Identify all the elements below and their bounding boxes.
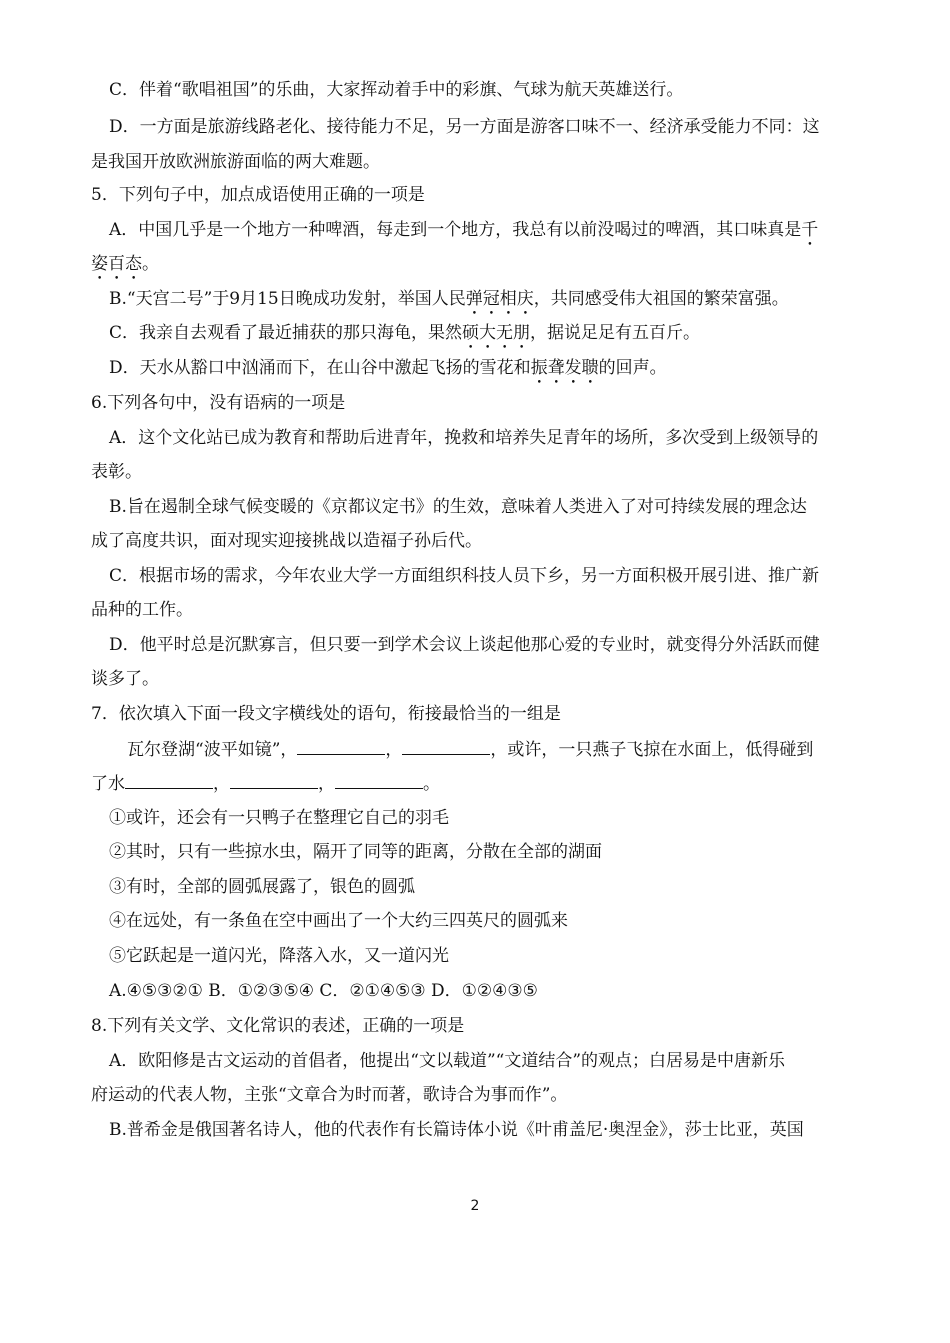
q6-option-d-line1: D．他平时总是沉默寡言，但只要一到学术会议上谈起他那心爱的专业时，就变得分外活跃而健 xyxy=(109,635,820,655)
q7-end: 。 xyxy=(423,774,440,794)
q7-sentence-4: ④在远处，有一条鱼在空中画出了一个大约三四英尺的圆弧来 xyxy=(109,911,568,931)
q6-option-c-line2: 品种的工作。 xyxy=(91,600,193,620)
q7-sentence-1: ①或许，还会有一只鸭子在整理它自己的羽毛 xyxy=(109,808,449,828)
q7-sentence-3: ③有时，全部的圆弧展露了，银色的圆弧 xyxy=(109,877,415,897)
q5-c-end: ，据说足足有五百斤。 xyxy=(530,323,701,343)
q4-option-c: C．伴着“歌唱祖国”的乐曲，大家挥动着手中的彩旗、气球为航天英雄送行。 xyxy=(109,80,684,100)
fill-in-blank[interactable] xyxy=(335,772,423,789)
q7-stem: 7．依次填入下面一段文字横线处的语句，衔接最恰当的一组是 xyxy=(91,704,561,724)
q5-option-a-line1 xyxy=(109,219,818,250)
q6-stem: 6.下列各句中，没有语病的一项是 xyxy=(91,393,346,413)
q7-passage-line2 xyxy=(91,772,440,795)
q7-passage-text: 了水 xyxy=(91,774,125,794)
q5-b-text: B.“天宫二号”于9月15日晚成功发射，举国人民 xyxy=(109,289,466,309)
q6-option-b-line1: B.旨在遏制全球气候变暖的《京都议定书》的生效，意味着人类进入了对可持续发展的理念达 xyxy=(109,497,807,517)
fill-in-blank[interactable] xyxy=(125,772,213,789)
fill-in-blank[interactable] xyxy=(402,738,490,755)
q5-d-dotted-idiom: 振聋发聩 xyxy=(530,358,599,378)
q6-option-a-line1: A．这个文化站已成为教育和帮助后进青年，挽救和培养失足青年的场所，多次受到上级领导的 xyxy=(109,428,819,448)
q8-option-a-line2: 府运动的代表人物，主张“文章合为时而著，歌诗合为事而作”。 xyxy=(91,1085,568,1105)
q5-b-end: ，共同感受伟大祖国的繁荣富强。 xyxy=(533,289,789,309)
q7-sentence-2: ②其时，只有一些掠水虫，隔开了同等的距离，分散在全部的湖面 xyxy=(109,842,602,862)
q7-sep: ， xyxy=(385,740,403,760)
q5-a-end: 。 xyxy=(142,254,159,274)
q7-passage-text: 瓦尔登湖“波平如镜”， xyxy=(127,740,298,760)
q8-option-b-line1: B.普希金是俄国著名诗人，他的代表作有长篇诗体小说《叶甫盖尼·奥涅金》，莎士比亚，英国 xyxy=(109,1120,804,1140)
q5-a-text: A．中国几乎是一个地方一种啤酒，每走到一个地方，我总有以前没喝过的啤酒，其口味真是 xyxy=(109,220,802,240)
q5-d-text: D．天水从豁口中汹涌而下，在山谷中激起飞扬的雪花和 xyxy=(109,358,531,378)
q5-c-dotted-idiom: 硕大无朋 xyxy=(462,323,531,343)
q6-option-d-line2: 谈多了。 xyxy=(91,669,159,689)
fill-in-blank[interactable] xyxy=(297,738,385,755)
q4-option-d-line2: 是我国开放欧洲旅游面临的两大难题。 xyxy=(91,152,380,172)
q7-choices: A.④⑤③②① B．①②③⑤④ C．②①④⑤③ D．①②④③⑤ xyxy=(109,981,538,1001)
q7-sep: ， xyxy=(213,774,230,794)
q6-option-a-line2: 表彰。 xyxy=(91,462,142,482)
q7-sentence-5: ⑤它跃起是一道闪光，降落入水，又一道闪光 xyxy=(109,946,449,966)
q5-option-d xyxy=(109,357,667,388)
q4-option-d-line1: D．一方面是旅游线路老化、接待能力不足，另一方面是游客口味不一、经济承受能力不同：这 xyxy=(109,117,820,137)
q6-option-c-line1: C．根据市场的需求，今年农业大学一方面组织科技人员下乡，另一方面积极开展引进、推广新 xyxy=(109,566,820,586)
page-number: 2 xyxy=(470,1198,480,1214)
q7-passage-text: ，或许，一只燕子飞掠在水面上，低得碰到 xyxy=(490,740,814,760)
q5-option-b xyxy=(109,288,789,319)
q5-option-a-line2 xyxy=(91,253,159,284)
q5-b-dotted-idiom: 弹冠相庆 xyxy=(465,289,534,309)
q8-stem: 8.下列有关文学、文化常识的表述，正确的一项是 xyxy=(91,1016,465,1036)
q5-a-dotted-idiom-end: 姿百态 xyxy=(91,254,142,274)
q5-stem: 5．下列句子中，加点成语使用正确的一项是 xyxy=(91,185,425,205)
q5-d-end: 的回声。 xyxy=(598,358,667,378)
fill-in-blank[interactable] xyxy=(230,772,318,789)
q5-c-text: C．我亲自去观看了最近捕获的那只海龟，果然 xyxy=(109,323,463,343)
q6-option-b-line2: 成了高度共识，面对现实迎接挑战以造福子孙后代。 xyxy=(91,531,482,551)
q7-sep: ， xyxy=(318,774,335,794)
q7-passage-line1 xyxy=(127,738,813,761)
q5-a-dotted-idiom-start: 千 xyxy=(801,220,819,240)
q8-option-a-line1: A．欧阳修是古文运动的首倡者，他提出“文以载道”“文道结合”的观点；白居易是中唐新乐 xyxy=(109,1051,786,1071)
q5-option-c xyxy=(109,322,700,353)
